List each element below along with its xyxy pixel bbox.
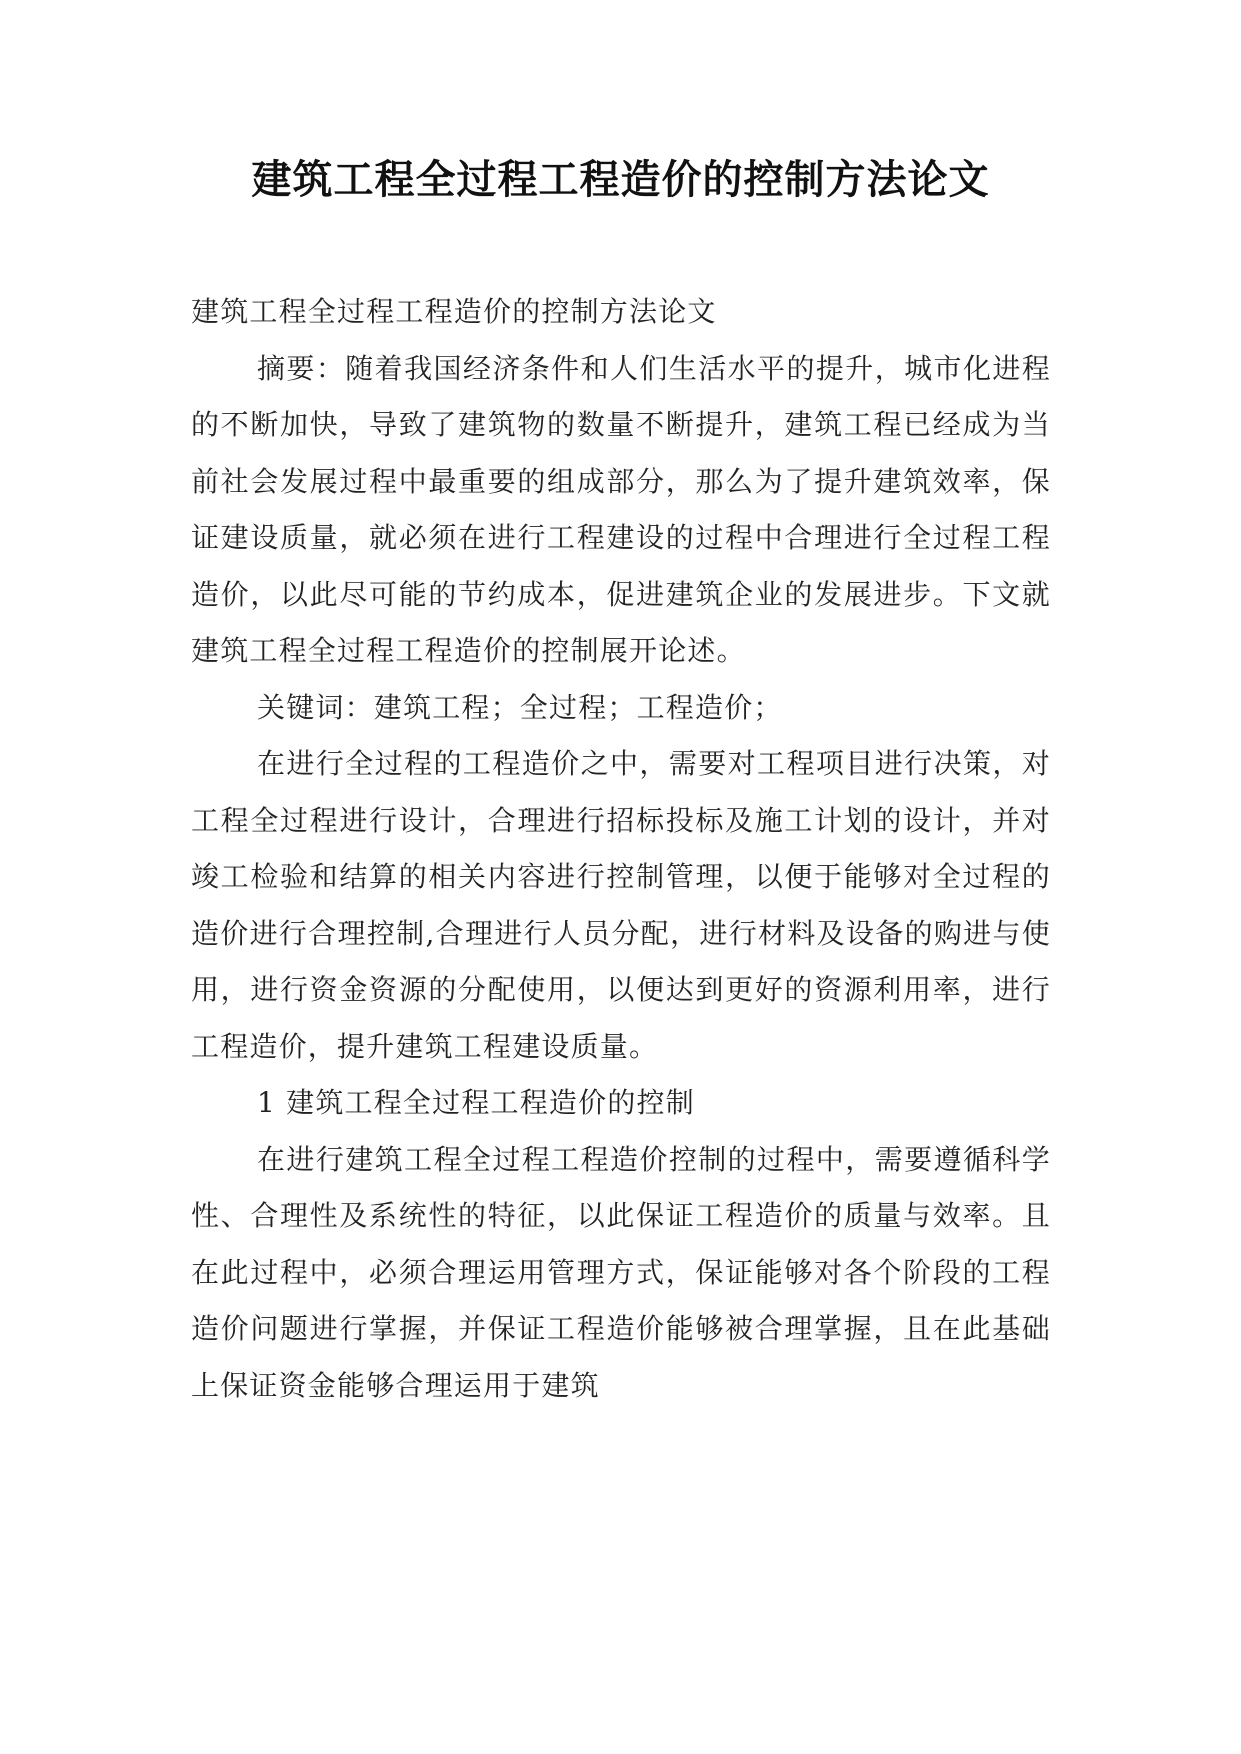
intro-paragraph: 在进行全过程的工程造价之中，需要对工程项目进行决策，对工程全过程进行设计，合理进行招标投标及施工计划的设计，并对竣工检验和结算的相关内容进行控制管理，以便于能够对全过程的造价进行合理控制,合理进行人员分配，进行材料及设备的购进与使用，进行资金资源的分配使用，以便达到更好的资源利用率，进行工程造价，提升建筑工程建设质量。 (191, 747, 1051, 1063)
subtitle-paragraph: 建筑工程全过程工程造价的控制方法论文 (191, 295, 717, 328)
keywords-paragraph: 关键词：建筑工程；全过程；工程造价； (257, 690, 783, 724)
section-paragraph: 在进行建筑工程全过程工程造价控制的过程中，需要遵循科学性、合理性及系统性的特征，以此保证工程造价的质量与效率。且在此过程中，必须合理运用管理方式，保证能够对各个阶段的工程造价问题进行掌握，并保证工程造价能够被合理掌握，且在此基础上保证资金能够合理运用于建筑 (191, 1142, 1051, 1402)
abstract-paragraph: 摘要：随着我国经济条件和人们生活水平的提升，城市化进程的不断加快，导致了建筑物的数量不断提升，建筑工程已经成为当前社会发展过程中最重要的组成部分，那么为了提升建筑效率，保证建设质量，就必须在进行工程建设的过程中合理进行全过程工程造价，以此尽可能的节约成本，促进建筑企业的发展进步。下文就建筑工程全过程工程造价的控制展开论述。 (191, 351, 1051, 667)
document-title: 建筑工程全过程工程造价的控制方法论文 (251, 157, 990, 203)
document-body (191, 284, 1051, 1414)
section-heading: 1 建筑工程全过程工程造价的控制 (257, 1086, 695, 1119)
